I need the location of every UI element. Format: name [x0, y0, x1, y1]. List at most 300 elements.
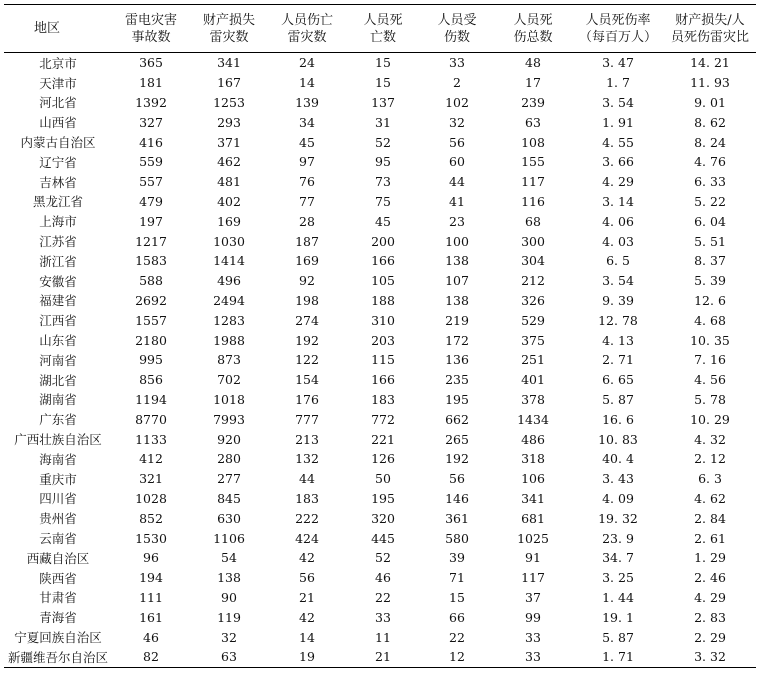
value-cell: 15: [449, 589, 465, 605]
value-cell: 365: [139, 55, 163, 71]
value-cell: 23: [449, 213, 465, 229]
region-cell: 湖北省: [39, 372, 77, 388]
region-cell: 重庆市: [39, 471, 77, 487]
column-header-line: 财产损失: [202, 12, 255, 28]
value-cell: 16. 6: [602, 411, 634, 427]
value-cell: 19: [268, 647, 346, 667]
region-cell: 安徽省: [39, 273, 77, 289]
value-cell: 2. 12: [694, 451, 726, 467]
table-row: [4, 330, 756, 350]
value-cell: 4. 29: [602, 174, 634, 190]
value-cell: 445: [371, 530, 395, 546]
region-cell: 内蒙古自治区: [20, 135, 96, 151]
value-cell: 90: [221, 589, 237, 605]
value-cell: 138: [445, 253, 469, 269]
value-cell: 19. 1: [602, 609, 634, 625]
value-cell: 56: [449, 471, 465, 487]
value-cell: 108: [521, 134, 545, 150]
value-cell: 1530: [135, 530, 167, 546]
value-cell: 557: [139, 174, 163, 190]
value-cell: 304: [521, 253, 545, 269]
value-cell: 873: [217, 352, 241, 368]
value-cell: 277: [217, 471, 241, 487]
value-cell: 34. 7: [602, 550, 634, 566]
value-cell: 845: [217, 490, 241, 506]
header-row: [4, 5, 756, 53]
value-cell: 12: [420, 647, 494, 667]
value-cell: 6. 33: [694, 174, 726, 190]
region-cell: 云南省: [39, 531, 77, 547]
value-cell: 100: [445, 233, 469, 249]
value-cell: 1106: [213, 530, 245, 546]
region-cell: 天津市: [39, 75, 77, 91]
value-cell: 341: [521, 490, 545, 506]
value-cell: 73: [375, 174, 391, 190]
value-cell: 496: [217, 273, 241, 289]
table-row: [4, 112, 756, 132]
region-cell: 山东省: [39, 333, 77, 349]
value-cell: 105: [371, 273, 395, 289]
value-cell: 192: [295, 332, 319, 348]
value-cell: 4. 76: [694, 154, 726, 170]
value-cell: 166: [371, 372, 395, 388]
value-cell: 326: [521, 292, 545, 308]
value-cell: 995: [139, 352, 163, 368]
value-cell: 852: [139, 510, 163, 526]
value-cell: 138: [217, 570, 241, 586]
table-row: [4, 310, 756, 330]
table-row: [4, 251, 756, 271]
value-cell: 169: [217, 213, 241, 229]
value-cell: 4. 62: [694, 490, 726, 506]
value-cell: 161: [139, 609, 163, 625]
value-cell: 4. 56: [694, 372, 726, 388]
value-cell: 662: [445, 411, 469, 427]
value-cell: 2. 71: [602, 352, 634, 368]
value-cell: 8. 62: [694, 114, 726, 130]
value-cell: 321: [139, 471, 163, 487]
value-cell: 75: [375, 193, 391, 209]
column-header-line: 员死伤雷灾比: [670, 29, 749, 45]
table-row: [4, 132, 756, 152]
value-cell: 39: [449, 550, 465, 566]
table-row: [4, 211, 756, 231]
value-cell: 66: [449, 609, 465, 625]
table-row: [4, 271, 756, 291]
column-header-line: 人员受: [437, 12, 477, 28]
value-cell: 1253: [213, 94, 245, 110]
value-cell: 116: [521, 193, 545, 209]
value-cell: 63: [525, 114, 541, 130]
value-cell: 166: [371, 253, 395, 269]
value-cell: 280: [217, 451, 241, 467]
value-cell: 9. 01: [694, 94, 726, 110]
table-row: [4, 152, 756, 172]
value-cell: 265: [445, 431, 469, 447]
table-row: [4, 172, 756, 192]
value-cell: 146: [445, 490, 469, 506]
value-cell: 7993: [213, 411, 245, 427]
table-row: [4, 291, 756, 311]
column-header: [572, 5, 664, 53]
value-cell: 3. 54: [602, 273, 634, 289]
table-row: [4, 548, 756, 568]
value-cell: 6. 65: [602, 372, 634, 388]
value-cell: 3. 25: [602, 570, 634, 586]
value-cell: 11: [375, 629, 391, 645]
value-cell: 5. 78: [694, 391, 726, 407]
value-cell: 5. 39: [694, 273, 726, 289]
value-cell: 1. 71: [572, 647, 664, 667]
value-cell: 4. 06: [602, 213, 634, 229]
value-cell: 42: [299, 609, 315, 625]
table-row: [4, 607, 756, 627]
column-header-line: 财产损失/人: [675, 12, 745, 28]
value-cell: 4. 55: [602, 134, 634, 150]
value-cell: 154: [295, 372, 319, 388]
value-cell: 19. 32: [598, 510, 638, 526]
value-cell: 192: [445, 451, 469, 467]
value-cell: 920: [217, 431, 241, 447]
value-cell: 44: [299, 471, 315, 487]
column-header-line: 伤数: [443, 29, 470, 45]
region-cell: 贵州省: [39, 511, 77, 527]
value-cell: 117: [521, 570, 545, 586]
value-cell: 181: [139, 75, 163, 91]
value-cell: 1. 91: [602, 114, 634, 130]
table-row: [4, 93, 756, 113]
region-cell: 山西省: [39, 115, 77, 131]
column-header: [420, 5, 494, 53]
value-cell: 375: [521, 332, 545, 348]
value-cell: 6. 5: [606, 253, 630, 269]
region-cell: 陕西省: [39, 570, 77, 586]
region-cell: 青海省: [39, 610, 77, 626]
value-cell: 176: [295, 391, 319, 407]
value-cell: 33: [449, 55, 465, 71]
value-cell: 54: [221, 550, 237, 566]
column-header: [664, 5, 756, 53]
value-cell: 195: [445, 391, 469, 407]
value-cell: 1. 29: [694, 550, 726, 566]
value-cell: 300: [521, 233, 545, 249]
value-cell: 2494: [213, 292, 245, 308]
value-cell: 235: [445, 372, 469, 388]
table-row: [4, 73, 756, 93]
region-cell: 北京市: [39, 55, 77, 71]
value-cell: 32: [221, 629, 237, 645]
value-cell: 56: [299, 570, 315, 586]
column-header-line: 地区: [34, 21, 61, 36]
value-cell: 21: [346, 647, 420, 667]
table-row: [4, 528, 756, 548]
table-body: [4, 53, 756, 668]
value-cell: 3. 14: [602, 193, 634, 209]
region-cell: 浙江省: [39, 253, 77, 269]
value-cell: 1392: [135, 94, 167, 110]
value-cell: 7. 16: [694, 352, 726, 368]
value-cell: 341: [217, 55, 241, 71]
value-cell: 8. 24: [694, 134, 726, 150]
value-cell: 529: [521, 312, 545, 328]
region-cell: 宁夏回族自治区: [14, 630, 102, 645]
value-cell: 34: [299, 114, 315, 130]
value-cell: 40. 4: [602, 451, 634, 467]
value-cell: 52: [375, 550, 391, 566]
value-cell: 33: [375, 609, 391, 625]
value-cell: 2692: [135, 292, 167, 308]
value-cell: 479: [139, 193, 163, 209]
value-cell: 2. 29: [694, 629, 726, 645]
region-cell: 广东省: [39, 412, 77, 428]
value-cell: 1434: [517, 411, 549, 427]
table-row: [4, 192, 756, 212]
value-cell: 327: [139, 114, 163, 130]
value-cell: 56: [449, 134, 465, 150]
value-cell: 4. 09: [602, 490, 634, 506]
value-cell: 52: [375, 134, 391, 150]
value-cell: 462: [217, 154, 241, 170]
value-cell: 77: [299, 193, 315, 209]
value-cell: 33: [525, 629, 541, 645]
value-cell: 99: [525, 609, 541, 625]
value-cell: 167: [217, 75, 241, 91]
value-cell: 33: [494, 647, 572, 667]
column-header: [268, 5, 346, 53]
value-cell: 68: [525, 213, 541, 229]
column-header-line: 伤总数: [513, 29, 553, 45]
value-cell: 200: [371, 233, 395, 249]
value-cell: 1988: [213, 332, 245, 348]
value-cell: 1557: [135, 312, 167, 328]
table-row: [4, 469, 756, 489]
value-cell: 4. 68: [694, 312, 726, 328]
value-cell: 106: [521, 471, 545, 487]
value-cell: 14: [299, 75, 315, 91]
value-cell: 11. 93: [690, 75, 730, 91]
value-cell: 12. 6: [694, 292, 726, 308]
value-cell: 3. 47: [602, 55, 634, 71]
column-header-line: 事故数: [131, 29, 171, 45]
column-header-line: 雷灾数: [209, 29, 249, 45]
value-cell: 3. 66: [602, 154, 634, 170]
value-cell: 1583: [135, 253, 167, 269]
value-cell: 15: [375, 55, 391, 71]
value-cell: 371: [217, 134, 241, 150]
value-cell: 197: [139, 213, 163, 229]
value-cell: 46: [375, 570, 391, 586]
region-cell: 福建省: [39, 293, 77, 309]
value-cell: 22: [375, 589, 391, 605]
value-cell: 856: [139, 372, 163, 388]
value-cell: 203: [371, 332, 395, 348]
value-cell: 559: [139, 154, 163, 170]
value-cell: 5. 51: [694, 233, 726, 249]
value-cell: 2: [453, 75, 461, 91]
value-cell: 3. 54: [602, 94, 634, 110]
value-cell: 486: [521, 431, 545, 447]
value-cell: 580: [445, 530, 469, 546]
region-cell: 河南省: [39, 352, 77, 368]
value-cell: 119: [217, 609, 241, 625]
value-cell: 772: [371, 411, 395, 427]
value-cell: 274: [295, 312, 319, 328]
value-cell: 320: [371, 510, 395, 526]
value-cell: 63: [190, 647, 268, 667]
value-cell: 416: [139, 134, 163, 150]
column-header: [112, 5, 190, 53]
value-cell: 198: [295, 292, 319, 308]
column-header: [190, 5, 268, 53]
value-cell: 92: [299, 273, 315, 289]
region-cell: 新疆维吾尔自治区: [4, 647, 112, 667]
value-cell: 48: [525, 55, 541, 71]
value-cell: 96: [143, 550, 159, 566]
table-row: [4, 647, 756, 667]
value-cell: 95: [375, 154, 391, 170]
value-cell: 169: [295, 253, 319, 269]
value-cell: 219: [445, 312, 469, 328]
value-cell: 3. 32: [664, 647, 756, 667]
value-cell: 2. 46: [694, 570, 726, 586]
value-cell: 14: [299, 629, 315, 645]
value-cell: 187: [295, 233, 319, 249]
value-cell: 481: [217, 174, 241, 190]
column-header: [494, 5, 572, 53]
value-cell: 71: [449, 570, 465, 586]
table-row: [4, 370, 756, 390]
value-cell: 2. 61: [694, 530, 726, 546]
value-cell: 172: [445, 332, 469, 348]
value-cell: 50: [375, 471, 391, 487]
value-cell: 115: [371, 352, 395, 368]
table-row: [4, 588, 756, 608]
value-cell: 1414: [213, 253, 245, 269]
value-cell: 1028: [135, 490, 167, 506]
value-cell: 46: [143, 629, 159, 645]
lightning-disaster-table: [4, 4, 756, 668]
value-cell: 31: [375, 114, 391, 130]
region-cell: 江西省: [39, 313, 77, 329]
value-cell: 42: [299, 550, 315, 566]
column-header: [346, 5, 420, 53]
value-cell: 10. 29: [690, 411, 730, 427]
value-cell: 107: [445, 273, 469, 289]
value-cell: 1283: [213, 312, 245, 328]
column-header-line: 亡数: [369, 29, 396, 45]
table-row: [4, 508, 756, 528]
value-cell: 4. 29: [694, 589, 726, 605]
table-header: [4, 5, 756, 53]
value-cell: 1018: [213, 391, 245, 407]
value-cell: 4. 32: [694, 431, 726, 447]
value-cell: 122: [295, 352, 319, 368]
value-cell: 23. 9: [602, 530, 634, 546]
region-cell: 湖南省: [39, 392, 77, 408]
value-cell: 702: [217, 372, 241, 388]
value-cell: 188: [371, 292, 395, 308]
value-cell: 588: [139, 273, 163, 289]
value-cell: 45: [299, 134, 315, 150]
region-cell: 辽宁省: [39, 154, 77, 170]
value-cell: 777: [295, 411, 319, 427]
value-cell: 17: [525, 75, 541, 91]
value-cell: 1030: [213, 233, 245, 249]
value-cell: 2. 84: [694, 510, 726, 526]
value-cell: 41: [449, 193, 465, 209]
value-cell: 136: [445, 352, 469, 368]
value-cell: 1. 7: [606, 75, 630, 91]
region-cell: 江苏省: [39, 234, 77, 250]
column-header-line: 雷电灾害: [124, 12, 177, 28]
value-cell: 195: [371, 490, 395, 506]
value-cell: 12. 78: [598, 312, 638, 328]
value-cell: 111: [139, 589, 163, 605]
value-cell: 310: [371, 312, 395, 328]
table-row: [4, 449, 756, 469]
value-cell: 28: [299, 213, 315, 229]
value-cell: 6. 04: [694, 213, 726, 229]
value-cell: 137: [371, 94, 395, 110]
value-cell: 1217: [135, 233, 167, 249]
value-cell: 21: [299, 589, 315, 605]
value-cell: 378: [521, 391, 545, 407]
value-cell: 45: [375, 213, 391, 229]
value-cell: 82: [112, 647, 190, 667]
value-cell: 361: [445, 510, 469, 526]
value-cell: 8770: [135, 411, 167, 427]
value-cell: 1025: [517, 530, 549, 546]
value-cell: 60: [449, 154, 465, 170]
value-cell: 212: [521, 273, 545, 289]
region-cell: 黑龙江省: [32, 194, 83, 210]
value-cell: 222: [295, 510, 319, 526]
value-cell: 194: [139, 570, 163, 586]
value-cell: 10. 35: [690, 332, 730, 348]
value-cell: 2. 83: [694, 609, 726, 625]
column-header-line: 人员死伤率: [585, 12, 651, 28]
region-cell: 四川省: [39, 491, 77, 507]
value-cell: 126: [371, 451, 395, 467]
value-cell: 9. 39: [602, 292, 634, 308]
value-cell: 37: [525, 589, 541, 605]
column-header-line: 雷灾数: [287, 29, 327, 45]
value-cell: 1133: [135, 431, 167, 447]
value-cell: 138: [445, 292, 469, 308]
region-cell: 甘肃省: [39, 590, 77, 606]
value-cell: 213: [295, 431, 319, 447]
value-cell: 14. 21: [690, 55, 730, 71]
table-row: [4, 489, 756, 509]
region-cell: 河北省: [39, 95, 77, 111]
value-cell: 10. 83: [598, 431, 638, 447]
column-header-line: 人员伤亡: [280, 12, 333, 28]
value-cell: 15: [375, 75, 391, 91]
value-cell: 5. 87: [602, 391, 634, 407]
value-cell: 5. 22: [694, 193, 726, 209]
lightning-disaster-table-container: [4, 4, 756, 668]
value-cell: 630: [217, 510, 241, 526]
table-row: [4, 627, 756, 647]
column-header-line: 人员死: [363, 12, 403, 28]
column-header-line: （每百万人）: [578, 29, 657, 45]
value-cell: 412: [139, 451, 163, 467]
value-cell: 239: [521, 94, 545, 110]
value-cell: 221: [371, 431, 395, 447]
value-cell: 318: [521, 451, 545, 467]
value-cell: 681: [521, 510, 545, 526]
region-cell: 吉林省: [39, 174, 77, 190]
